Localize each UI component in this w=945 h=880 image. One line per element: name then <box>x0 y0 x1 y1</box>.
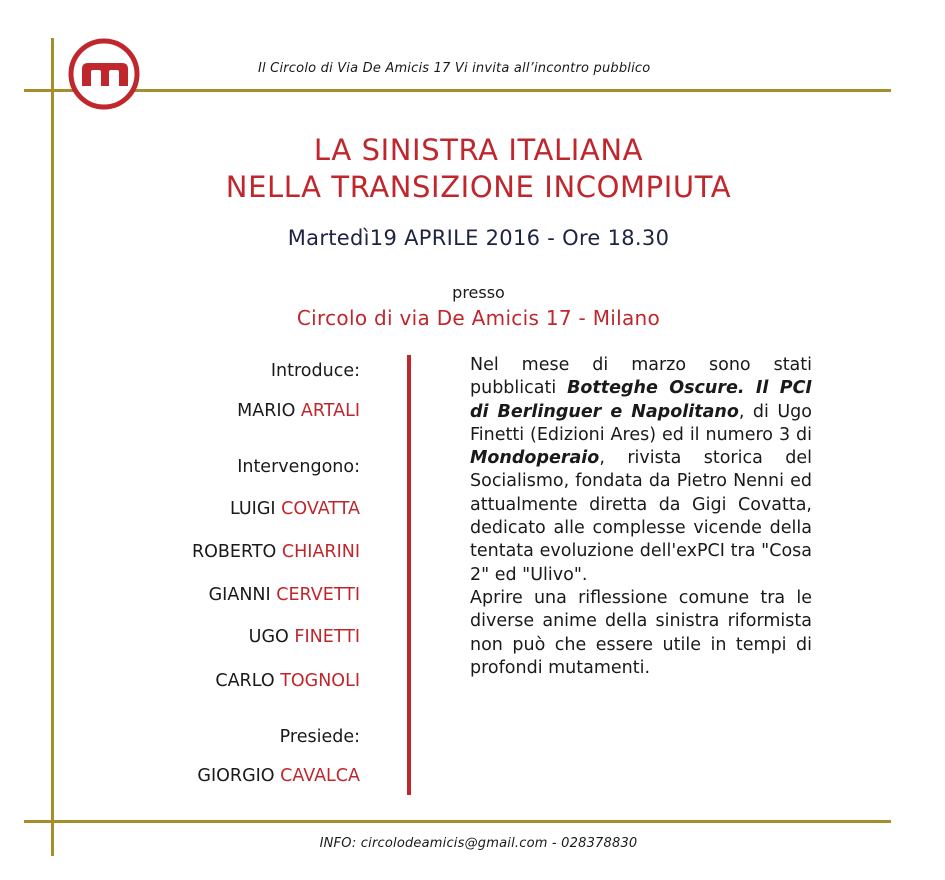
panel-label: Intervengono: <box>237 457 360 477</box>
contact-info: INFO: circolodeamicis@gmail.com - 028378830 <box>319 836 638 851</box>
speaker-intro <box>237 401 360 421</box>
speaker-first-name: CARLO <box>215 671 275 691</box>
event-title-line2: NELLA TRANSIZIONE INCOMPIUTA <box>225 170 732 204</box>
magazine-title: Mondoperaio <box>470 448 600 469</box>
description-text: , rivista storica del Socialismo, fondata da Pietro Nenni ed attualmente diretta da Gigi Covatta, dedicato alle complesse vicende della tentata evoluzione dell'exPCI tra "Cosa 2" ed "Ulivo". <box>470 448 812 585</box>
description-paragraph <box>470 354 812 587</box>
event-title-line1: LA SINISTRA ITALIANA <box>313 133 644 167</box>
speaker-last-name: CHIARINI <box>281 542 360 562</box>
description-paragraph: Aprire una riflessione comune tra le diverse anime della sinistra riformista non può che essere utile in tempi di profondi mutamenti. <box>470 587 812 678</box>
invite-text: Il Circolo di Via De Amicis 17 Vi invita all’incontro pubblico <box>258 61 651 76</box>
speaker-panel <box>230 499 360 519</box>
top-divider-line <box>24 89 891 92</box>
speaker-last-name: COVATTA <box>281 499 360 519</box>
event-description <box>470 354 812 680</box>
column-divider <box>407 355 411 795</box>
speaker-first-name: LUIGI <box>230 499 276 519</box>
speaker-last-name: CERVETTI <box>276 585 360 605</box>
speaker-panel <box>215 671 360 691</box>
speaker-first-name: GIORGIO <box>197 766 275 786</box>
event-venue: Circolo di via De Amicis 17 - Milano <box>296 306 661 330</box>
book-title: Botteghe Oscure. Il PCI di Berlinguer e Napolitano <box>470 378 812 422</box>
circle-m-logo-icon <box>66 36 142 112</box>
speaker-first-name: ROBERTO <box>191 542 277 562</box>
event-date: Martedì19 APRILE 2016 - Ore 18.30 <box>287 226 670 250</box>
description-text: Nel mese di marzo sono stati pubblicati <box>470 355 812 399</box>
description-text: , di Ugo Finetti (Edizioni Ares) ed il numero 3 di <box>470 401 812 445</box>
speaker-panel <box>192 542 360 562</box>
speaker-panel <box>209 585 360 605</box>
speaker-first-name: UGO <box>248 627 289 647</box>
speaker-last-name: CAVALCA <box>280 766 360 786</box>
speaker-panel <box>249 627 360 647</box>
intro-label: Introduce: <box>270 361 360 381</box>
speaker-first-name: GIANNI <box>208 585 271 605</box>
bottom-divider-line <box>24 820 891 823</box>
speaker-last-name: TOGNOLI <box>280 671 360 691</box>
speaker-last-name: FINETTI <box>294 627 360 647</box>
chair-label: Presiede: <box>279 727 360 747</box>
speaker-chair <box>197 766 360 786</box>
presso-label: presso <box>452 283 505 302</box>
speaker-last-name: ARTALI <box>300 401 360 421</box>
speaker-first-name: MARIO <box>237 401 296 421</box>
